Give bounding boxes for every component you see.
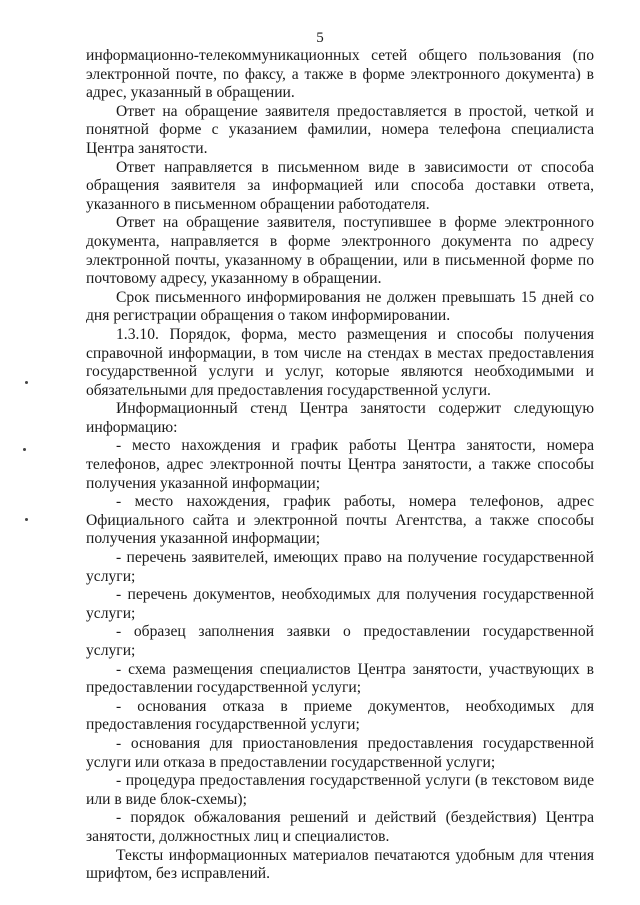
list-item: - схема размещения специалистов Центра занятости, участвующих в предоставлении государственной услуги; <box>86 660 594 697</box>
page-number: 5 <box>316 30 324 46</box>
list-item: - процедура предоставления государственной услуги (в текстовом виде или в виде блок-схемы); <box>86 772 594 808</box>
paragraph: информационно-телекоммуникационных сетей общего пользования (по электронной почте, по факсу, а также в форме электронного документа) в адрес, указанный в обращении. <box>86 47 594 102</box>
paragraph: Тексты информационных материалов печатаются удобным для чтения шрифтом, без исправлений. <box>86 846 594 883</box>
list-item: - перечень документов, необходимых для получения государственной услуги; <box>86 586 594 622</box>
list-item: - место нахождения и график работы Центра занятости, номера телефонов, адрес электронной почты Центра занятости, а также способы получения указанной информации; <box>86 437 594 492</box>
list-item: - перечень заявителей, имеющих право на получение государственной услуги; <box>86 549 594 585</box>
paragraph: Ответ направляется в письменном виде в зависимости от способа обращения заявителя за информацией или способа доставки ответа, указанного в письменном обращении работодателя. <box>86 158 594 213</box>
paragraph: Ответ на обращение заявителя предоставляется в простой, четкой и понятной форме с указанием фамилии, номера телефона специалиста Центра занятости. <box>86 102 594 157</box>
paragraph: Срок письменного информирования не должен превышать 15 дней со дня регистрации обращения о таком информировании. <box>86 288 594 325</box>
scan-mark <box>23 448 26 451</box>
body-text <box>86 47 594 884</box>
paragraph: Ответ на обращение заявителя, поступившее в форме электронного документа, направляется в форме электронного документа по адресу электронной почты, указанному в обращении, или в письменной форме по почтовому адресу, указанному в обращении. <box>86 214 594 288</box>
list-item: - основания отказа в приеме документов, необходимых для предоставления государственной услуги; <box>86 697 594 734</box>
paragraph: 1.3.10. Порядок, форма, место размещения и способы получения справочной информации, в том числе на стендах в местах предоставления государственной услуги и услуг, которые являются необходимыми и обязательными для предоставления государственной услуги. <box>86 325 594 399</box>
list-item: - образец заполнения заявки о предоставлении государственной услуги; <box>86 623 594 659</box>
scan-mark <box>25 381 28 384</box>
scan-mark <box>25 518 28 521</box>
list-item: - основания для приостановления предоставления государственной услуги или отказа в предоставлении государственной услуги; <box>86 734 594 771</box>
paragraph: Информационный стенд Центра занятости содержит следующую информацию: <box>86 400 594 436</box>
list-item: - место нахождения, график работы, номера телефонов, адрес Официального сайта и электронной почты Агентства, а также способы получения указанной информации; <box>86 493 594 548</box>
list-item: - порядок обжалования решений и действий (бездействия) Центра занятости, должностных лиц и специалистов. <box>86 809 594 845</box>
